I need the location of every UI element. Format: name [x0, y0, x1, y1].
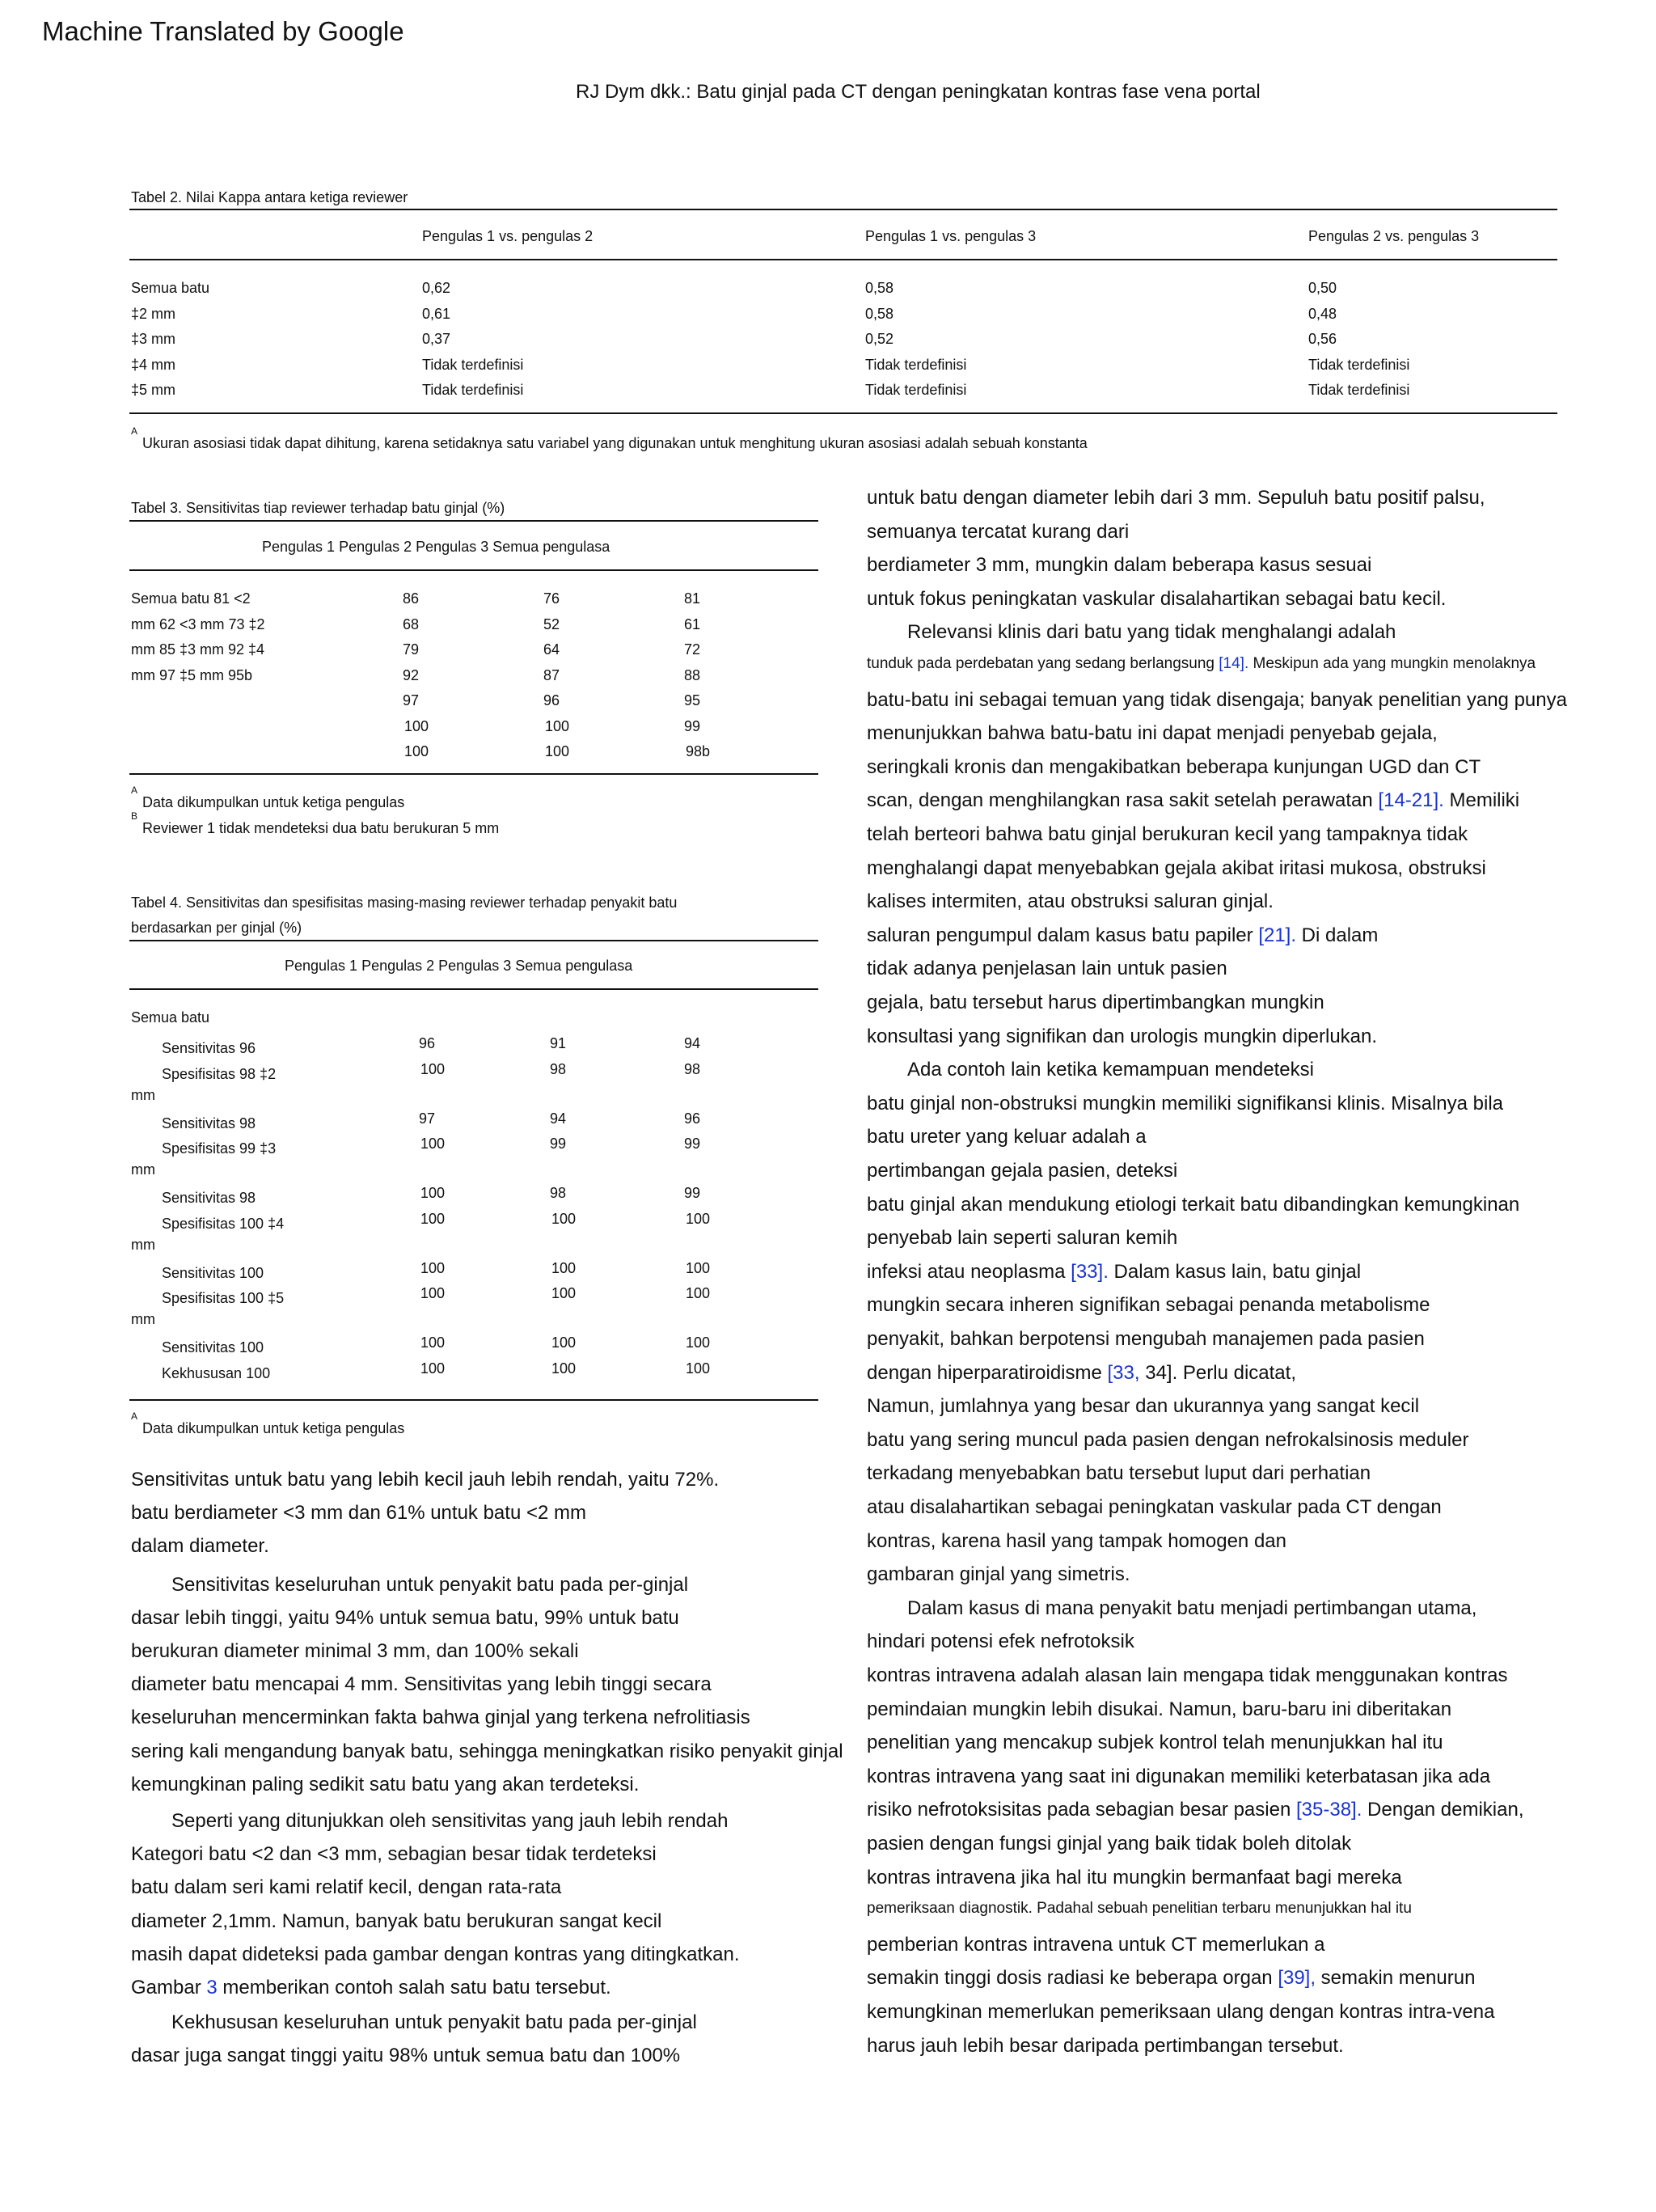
table4-cell: 100: [686, 1210, 711, 1227]
reference-link[interactable]: [33,: [1107, 1361, 1140, 1384]
table2-cell: 0,61: [422, 305, 451, 322]
text-run: keseluruhan mencerminkan fakta bahwa ginjal yang terkena nefrolitiasis: [131, 1707, 750, 1729]
table3-row-label: mm 85 ‡3 mm 92 ‡4: [131, 641, 265, 658]
text-run: berukuran diameter minimal 3 mm, dan 100% sekali: [131, 1640, 579, 1662]
table4-cell: 100: [420, 1210, 446, 1227]
table3-cell: 100: [404, 743, 429, 759]
text-line: [867, 521, 1129, 543]
text-run: kemungkinan memerlukan pemeriksaan ulang dengan kontras intra-vena: [867, 2001, 1495, 2023]
table2-row-label: ‡3 mm: [131, 331, 176, 347]
table2-cell: Tidak terdefinisi: [1308, 382, 1410, 398]
text-run: penyebab lain seperti saluran kemih: [867, 1227, 1178, 1250]
text-run: Dalam kasus di mana penyakit batu menjadi pertimbangan utama,: [907, 1597, 1477, 1619]
machine-translation-banner: Machine Translated by Google: [42, 16, 404, 46]
table2-row-label: ‡4 mm: [131, 356, 176, 373]
text-run: gejala, batu tersebut harus dipertimbangkan mungkin: [867, 992, 1324, 1013]
text-line: [131, 1740, 843, 1763]
table2-top-rule: [129, 209, 1557, 210]
text-run: terkadang menyebabkan batu tersebut luput dari perhatian: [867, 1462, 1371, 1485]
table3-cell: 68: [403, 615, 420, 632]
table4-row-label: Spesifisitas 100 ‡4: [162, 1215, 285, 1232]
text-line: [867, 1530, 1286, 1553]
table2-cell: Tidak terdefinisi: [865, 382, 967, 398]
text-run: kontras intravena jika hal itu mungkin bermanfaat bagi mereka: [867, 1866, 1402, 1888]
table2-header-rule: [129, 259, 1557, 260]
table2-caption: Tabel 2. Nilai Kappa antara ketiga reviewer: [131, 189, 408, 205]
text-run: hindari potensi efek nefrotoksik: [867, 1630, 1134, 1653]
table4-row-label: mm: [131, 1161, 155, 1178]
text-line: [867, 1732, 1443, 1754]
table2-cell: Tidak terdefinisi: [422, 382, 524, 398]
text-run: seringkali kronis dan mengakibatkan beberapa kunjungan UGD dan CT: [867, 755, 1481, 778]
table2-header: Pengulas 1 vs. pengulas 2: [422, 228, 594, 244]
reference-link[interactable]: [21].: [1258, 924, 1297, 946]
text-run: penyakit, bahkan berpotensi mengubah manajemen pada pasien: [867, 1328, 1425, 1350]
text-line: [867, 588, 1446, 611]
text-line: [867, 992, 1324, 1014]
text-run: scan, dengan menghilangkan rasa sakit setelah perawatan: [867, 789, 1379, 812]
table4-group-label: Semua batu: [131, 1009, 210, 1026]
text-run: batu dalam seri kami relatif kecil, dengan rata-rata: [131, 1876, 562, 1899]
text-line: [867, 1967, 1475, 1990]
table2-cell: 0,52: [865, 331, 894, 347]
text-run: risiko nefrotoksisitas pada sebagian besar pasien: [867, 1799, 1296, 1821]
text-line: [867, 1900, 1412, 1918]
text-line: [867, 857, 1486, 880]
text-line: [867, 1429, 1468, 1452]
table4-cell: 100: [686, 1259, 711, 1276]
text-line: [131, 1469, 719, 1491]
table4-cell: 100: [420, 1185, 446, 1201]
table2-cell: Tidak terdefinisi: [422, 356, 524, 373]
table2-cell: 0,48: [1308, 305, 1337, 322]
table3-cell: 98b: [686, 743, 711, 759]
text-run: semakin tinggi dosis radiasi ke beberapa organ: [867, 1967, 1278, 1990]
text-run: Di dalam: [1296, 924, 1379, 946]
table3-cell: 64: [543, 641, 560, 658]
table3-caption: Tabel 3. Sensitivitas tiap reviewer terhadap batu ginjal (%): [131, 500, 505, 516]
table4-row-label: Sensitivitas 100: [162, 1264, 264, 1281]
text-run: menghalangi dapat menyebabkan gejala akibat iritasi mukosa, obstruksi: [867, 856, 1486, 879]
table3-cell: 87: [543, 666, 560, 683]
text-run: pasien dengan fungsi ginjal yang baik tidak boleh ditolak: [867, 1833, 1352, 1855]
text-line: [867, 1126, 1147, 1148]
text-run: dasar juga sangat tinggi yaitu 98% untuk semua batu dan 100%: [131, 2045, 681, 2067]
table4-row-label: Spesifisitas 99 ‡3: [162, 1140, 277, 1157]
table2-header: Pengulas 1 vs. pengulas 3: [865, 228, 1037, 244]
text-line: [867, 554, 1371, 577]
text-run: mungkin secara inheren signifikan sebagai penanda metabolisme: [867, 1294, 1430, 1317]
text-run: untuk batu dengan diameter lebih dari 3 mm. Sepuluh batu positif palsu,: [867, 487, 1485, 509]
text-line: [867, 1462, 1371, 1485]
text-run: semuanya tercatat kurang dari: [867, 520, 1130, 543]
table4-cell: 98: [684, 1060, 701, 1077]
table2-cell: 0,58: [865, 280, 894, 296]
text-run: pemberian kontras intravena untuk CT memerlukan a: [867, 1933, 1325, 1956]
table3-footnote: $^A$Data dikumpulkan untuk ketiga pengulas: [131, 785, 405, 810]
table4-cell: 98: [550, 1060, 567, 1077]
text-run: Relevansi klinis dari batu yang tidak menghalangi adalah: [907, 621, 1396, 644]
text-line: [131, 1943, 740, 1966]
table2-cell: Tidak terdefinisi: [1308, 356, 1410, 373]
text-line: [867, 655, 1536, 673]
table3-row-label: Semua batu 81 <2: [131, 590, 251, 607]
table3-footnote: $^B$Reviewer 1 tidak mendeteksi dua batu berukuran 5 mm: [131, 810, 500, 836]
text-line: [867, 1833, 1351, 1855]
table3-cell: 95: [684, 692, 701, 708]
reference-link[interactable]: [14].: [1219, 655, 1249, 672]
text-run: tunduk pada perdebatan yang sedang berlangsung: [867, 655, 1219, 672]
text-run: telah berteori bahwa batu ginjal berukuran kecil yang tampaknya tidak: [867, 823, 1468, 845]
reference-link[interactable]: [35-38].: [1295, 1799, 1362, 1821]
text-run: Memiliki: [1443, 789, 1520, 812]
table2-cell: 0,62: [422, 280, 451, 296]
table2-cell: 0,50: [1308, 280, 1337, 296]
text-line: [171, 2011, 697, 2034]
table4-cell: 100: [551, 1259, 577, 1276]
table4-row-label: Sensitivitas 100: [162, 1339, 264, 1356]
text-run: tidak adanya penjelasan lain untuk pasien: [867, 958, 1227, 980]
text-run: diameter batu mencapai 4 mm. Sensitivitas yang lebih tinggi secara: [131, 1673, 712, 1696]
text-line: [867, 1496, 1442, 1519]
text-line: [867, 789, 1519, 812]
table3-cell: 72: [684, 641, 701, 658]
text-run: Meskipun ada yang mungkin menolaknya: [1248, 655, 1536, 672]
text-run: kontras, karena hasil yang tampak homogen dan: [867, 1529, 1286, 1552]
text-line: [171, 1574, 688, 1597]
table3-cell: 100: [545, 717, 570, 734]
text-run: Namun, jumlahnya yang besar dan ukurannya yang sangat kecil: [867, 1395, 1420, 1418]
text-line: [131, 2045, 680, 2067]
table2-header: Pengulas 2 vs. pengulas 3: [1308, 228, 1480, 244]
table4-cell: 100: [420, 1360, 446, 1377]
table4-row-label: Spesifisitas 98 ‡2: [162, 1065, 277, 1082]
table4-row-label: Sensitivitas 98: [162, 1190, 256, 1206]
table3-cell: 100: [545, 743, 570, 759]
text-line: [131, 1535, 269, 1558]
reference-link[interactable]: [14-21].: [1378, 789, 1444, 812]
table3-row-label: mm 62 <3 mm 73 ‡2: [131, 615, 265, 632]
table2-cell: 0,56: [1308, 331, 1337, 347]
text-line: [907, 1059, 1314, 1081]
text-line: [867, 1867, 1402, 1889]
table3-cell: 96: [543, 692, 560, 708]
text-run: batu ginjal akan mendukung etiologi terkait batu dibandingkan kemungkinan: [867, 1193, 1520, 1216]
text-run: kemungkinan paling sedikit satu batu yang akan terdeteksi.: [131, 1773, 640, 1795]
text-line: [867, 1766, 1490, 1788]
text-run: Sensitivitas keseluruhan untuk penyakit batu pada per-ginjal: [171, 1573, 689, 1596]
text-line: [131, 1640, 579, 1663]
table3-cell: 92: [403, 666, 420, 683]
text-run: semakin menurun: [1316, 1967, 1476, 1990]
table4-cell: 91: [550, 1035, 567, 1051]
table4-caption: Tabel 4. Sensitivitas dan spesifisitas masing-masing reviewer terhadap penyakit batu: [131, 895, 678, 911]
text-run: sering kali mengandung banyak batu, sehingga meningkatkan risiko penyakit ginjal: [131, 1740, 843, 1762]
table2-row-label: ‡2 mm: [131, 305, 176, 322]
text-run: batu-batu ini sebagai temuan yang tidak disengaja; banyak penelitian yang punya: [867, 688, 1567, 711]
table2-bottom-rule: [129, 412, 1557, 414]
table4-row-label: Kekhususan 100: [162, 1364, 271, 1381]
text-run: batu ureter yang keluar adalah a: [867, 1126, 1147, 1148]
table4-row-label: Sensitivitas 96: [162, 1040, 256, 1056]
text-run: Dalam kasus lain, batu ginjal: [1108, 1260, 1362, 1283]
table3-header-rule: [129, 569, 818, 571]
table3-cell: 79: [403, 641, 420, 658]
text-line: [867, 1194, 1519, 1216]
table4-cell: 100: [420, 1060, 446, 1077]
text-run: berdiameter 3 mm, mungkin dalam beberapa kasus sesuai: [867, 554, 1372, 577]
table3-top-rule: [129, 520, 818, 522]
text-line: [171, 1810, 728, 1833]
table4-cell: 94: [550, 1110, 567, 1127]
text-line: [867, 1630, 1134, 1653]
text-line: [907, 1597, 1476, 1620]
table4-cell: 98: [550, 1185, 567, 1201]
text-line: [867, 487, 1485, 510]
text-run: Kategori batu <2 dan <3 mm, sebagian besar tidak terdeteksi: [131, 1843, 657, 1866]
table4-cell: 100: [420, 1285, 446, 1301]
text-line: [867, 1664, 1508, 1687]
text-run: 34]. Perlu dicatat,: [1139, 1361, 1296, 1384]
table4-cell: 99: [684, 1185, 701, 1201]
table4-header: Pengulas 1 Pengulas 2 Pengulas 3 Semua pengulasa: [285, 958, 633, 974]
table2-cell: 0,58: [865, 305, 894, 322]
table4-cell: 100: [686, 1360, 711, 1377]
text-line: [867, 1261, 1361, 1284]
text-line: [867, 722, 1438, 745]
table2-cell: 0,37: [422, 331, 451, 347]
text-run: untuk fokus peningkatan vaskular disalahartikan sebagai batu kecil.: [867, 587, 1447, 610]
table4-cell: 100: [551, 1360, 577, 1377]
text-line: [867, 890, 1274, 913]
text-line: [131, 1910, 661, 1933]
text-line: [867, 924, 1378, 947]
table3-cell: 76: [543, 590, 560, 607]
text-run: penelitian yang mencakup subjek kontrol telah menunjukkan hal itu: [867, 1732, 1443, 1754]
text-run: Dengan demikian,: [1362, 1799, 1524, 1821]
table4-cell: 100: [420, 1259, 446, 1276]
table4-cell: 100: [686, 1285, 711, 1301]
table4-caption: berdasarkan per ginjal (%): [131, 920, 302, 936]
reference-link[interactable]: 3: [206, 1977, 218, 1998]
table4-cell: 96: [419, 1035, 436, 1051]
text-line: [867, 1395, 1419, 1418]
table3-cell: 100: [404, 717, 429, 734]
text-run: Sensitivitas untuk batu yang lebih kecil jauh lebih rendah, yaitu 72%.: [131, 1469, 720, 1491]
table3-bottom-rule: [129, 773, 818, 775]
text-run: gambaran ginjal yang simetris.: [867, 1563, 1130, 1586]
text-run: dalam diameter.: [131, 1535, 269, 1558]
table4-row-label: mm: [131, 1311, 155, 1327]
table3-cell: 81: [684, 590, 701, 607]
text-run: Ada contoh lain ketika kemampuan mendeteksi: [907, 1059, 1314, 1081]
text-line: [867, 1160, 1177, 1182]
text-run: pemindaian mungkin lebih disukai. Namun, baru-baru ini diberitakan: [867, 1698, 1452, 1720]
text-run: Gambar: [131, 1977, 207, 1998]
text-run: batu ginjal non-obstruksi mungkin memiliki signifikansi klinis. Misalnya bila: [867, 1092, 1503, 1114]
table2-row-label: ‡5 mm: [131, 382, 176, 398]
text-line: [867, 1026, 1377, 1048]
text-line: [131, 1774, 639, 1796]
table4-row-label: Sensitivitas 98: [162, 1114, 256, 1131]
table4-row-label: mm: [131, 1236, 155, 1253]
table3-cell: 86: [403, 590, 420, 607]
text-line: [867, 1698, 1451, 1721]
text-line: [867, 1328, 1425, 1351]
text-line: [867, 1799, 1524, 1821]
table3-cell: 99: [684, 717, 701, 734]
table4-cell: 94: [684, 1035, 701, 1051]
table3-cell: 52: [543, 615, 560, 632]
table4-row-label: Spesifisitas 100 ‡5: [162, 1290, 285, 1306]
table4-cell: 100: [686, 1334, 711, 1351]
table4-top-rule: [129, 940, 818, 941]
table4-row-label: mm: [131, 1086, 155, 1103]
table4-cell: 97: [419, 1110, 436, 1127]
table4-bottom-rule: [129, 1399, 818, 1401]
text-line: [131, 1607, 679, 1630]
text-run: batu yang sering muncul pada pasien dengan nefrokalsinosis meduler: [867, 1428, 1469, 1451]
text-line: [867, 1362, 1296, 1385]
text-line: [867, 1563, 1130, 1586]
text-run: dasar lebih tinggi, yaitu 94% untuk semua batu, 99% untuk batu: [131, 1606, 679, 1629]
text-run: Seperti yang ditunjukkan oleh sensitivitas yang jauh lebih rendah: [171, 1810, 729, 1832]
text-run: menunjukkan bahwa batu-batu ini dapat menjadi penyebab gejala,: [867, 722, 1438, 745]
table4-cell: 100: [420, 1334, 446, 1351]
text-run: kontras intravena adalah alasan lain mengapa tidak menggunakan kontras: [867, 1664, 1508, 1686]
reference-link[interactable]: [33].: [1071, 1260, 1109, 1283]
table4-cell: 96: [684, 1110, 701, 1127]
text-run: dengan hiperparatiroidisme: [867, 1361, 1108, 1384]
text-line: [867, 689, 1567, 712]
table2-footnote: $^A$Ukuran asosiasi tidak dapat dihitung, karena setidaknya satu variabel yang digunakan untuk menghitung ukuran asosiasi adalah sebuah konstanta: [131, 425, 1088, 451]
text-line: [131, 1673, 712, 1696]
table2-row-label: Semua batu: [131, 280, 210, 296]
table4-cell: 100: [420, 1136, 446, 1152]
text-run: batu berdiameter <3 mm dan 61% untuk batu <2 mm: [131, 1502, 586, 1525]
text-line: [131, 1502, 586, 1525]
text-line: [867, 1093, 1503, 1115]
table4-cell: 100: [551, 1210, 577, 1227]
text-run: memberikan contoh salah satu batu tersebut.: [217, 1977, 611, 1998]
text-run: saluran pengumpul dalam kasus batu papiler: [867, 924, 1259, 946]
text-line: [131, 1977, 611, 1999]
text-run: pertimbangan gejala pasien, deteksi: [867, 1160, 1178, 1182]
text-line: [867, 823, 1468, 846]
table4-footnote: $^A$Data dikumpulkan untuk ketiga pengulas: [131, 1411, 405, 1436]
text-line: [131, 1843, 657, 1866]
text-line: [867, 756, 1481, 779]
text-line: [867, 1934, 1325, 1956]
text-run: konsultasi yang signifikan dan urologis mungkin diperlukan.: [867, 1025, 1378, 1047]
table3-row-label: mm 97 ‡5 mm 95b: [131, 666, 253, 683]
text-run: diameter 2,1mm. Namun, banyak batu berukuran sangat kecil: [131, 1910, 662, 1932]
table3-cell: 97: [403, 692, 420, 708]
text-run: Kekhususan keseluruhan untuk penyakit batu pada per-ginjal: [171, 2011, 697, 2034]
text-run: pemeriksaan diagnostik. Padahal sebuah penelitian terbaru menunjukkan hal itu: [867, 1900, 1412, 1918]
table4-header-rule: [129, 988, 818, 990]
text-run: harus jauh lebih besar daripada pertimbangan tersebut.: [867, 2034, 1344, 2057]
text-line: [867, 958, 1227, 980]
text-line: [131, 1707, 750, 1729]
text-run: masih dapat dideteksi pada gambar dengan kontras yang ditingkatkan.: [131, 1943, 740, 1965]
text-line: [131, 1876, 561, 1899]
table3-cell: 61: [684, 615, 701, 632]
text-run: atau disalahartikan sebagai peningkatan vaskular pada CT dengan: [867, 1496, 1442, 1518]
reference-link[interactable]: [39],: [1278, 1967, 1316, 1990]
text-line: [907, 621, 1396, 644]
text-run: infeksi atau neoplasma: [867, 1260, 1071, 1283]
table4-cell: 99: [550, 1136, 567, 1152]
text-run: kalises intermiten, atau obstruksi saluran ginjal.: [867, 890, 1274, 913]
table3-header: Pengulas 1 Pengulas 2 Pengulas 3 Semua pengulasa: [262, 539, 610, 555]
text-line: [867, 2001, 1494, 2024]
table4-cell: 99: [684, 1136, 701, 1152]
table4-cell: 100: [551, 1334, 577, 1351]
table2-cell: Tidak terdefinisi: [865, 356, 967, 373]
running-head: RJ Dym dkk.: Batu ginjal pada CT dengan peningkatan kontras fase vena portal: [576, 81, 1261, 103]
text-line: [867, 1227, 1177, 1250]
text-line: [867, 2035, 1344, 2058]
text-line: [867, 1294, 1430, 1317]
table3-cell: 88: [684, 666, 701, 683]
table4-cell: 100: [551, 1285, 577, 1301]
text-run: kontras intravena yang saat ini digunakan memiliki keterbatasan jika ada: [867, 1765, 1491, 1787]
